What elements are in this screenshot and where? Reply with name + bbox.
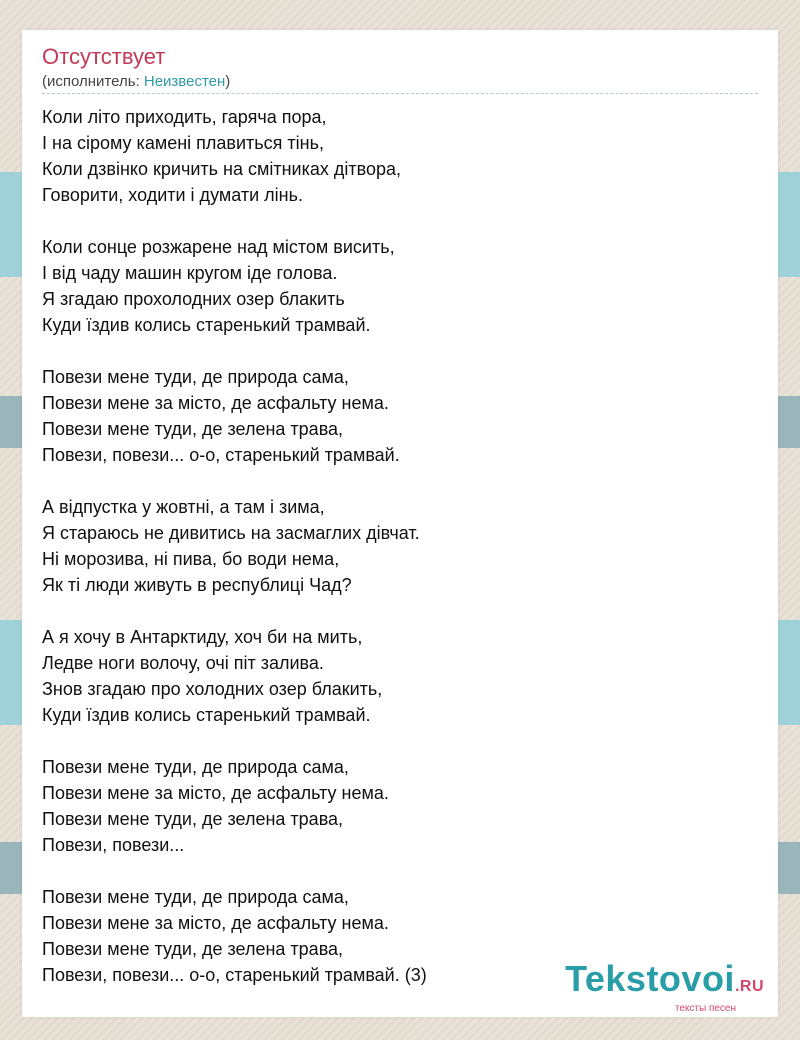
site-logo[interactable] — [565, 958, 764, 1014]
lyric-line: Повези мене туди, де природа сама, — [42, 367, 349, 387]
logo-wordmark — [565, 958, 764, 1005]
lyric-line: Куди їздив колись старенький трамвай. — [42, 705, 371, 725]
lyric-line: Повези, повези... о-о, старенький трамвай. — [42, 445, 400, 465]
lyric-line: Говорити, ходити і думати лінь. — [42, 185, 303, 205]
lyric-line: І на сірому камені плавиться тінь, — [42, 133, 324, 153]
lyric-line: Як ті люди живуть в республиці Чад? — [42, 575, 352, 595]
artist-link[interactable]: Неизвестен — [143, 73, 226, 90]
lyric-line: Коли дзвінко кричить на смітниках дітвора, — [42, 159, 401, 179]
lyric-line: Повези, повези... — [42, 835, 185, 855]
stanza — [42, 234, 762, 338]
stanza — [42, 104, 762, 208]
lyric-line: Повези мене туди, де зелена трава, — [42, 809, 344, 829]
lyric-line: Я стараюсь не дивитись на засмаглих дівчат. — [42, 523, 420, 543]
lyric-line: Повези мене за місто, де асфальту нема. — [42, 393, 389, 413]
stanza — [42, 364, 762, 468]
lyric-line: Повези мене туди, де природа сама, — [42, 887, 349, 907]
lyrics-card — [22, 30, 778, 1017]
artist-suffix: ) — [225, 73, 231, 90]
lyric-line: І від чаду машин кругом іде голова. — [42, 263, 338, 283]
title-divider — [42, 93, 758, 94]
lyric-line: Повези мене туди, де природа сама, — [42, 757, 349, 777]
lyric-line: Повези, повези... о-о, старенький трамвай. (3) — [42, 965, 427, 985]
lyric-line: Коли сонце розжарене над містом висить, — [42, 237, 395, 257]
artist-line — [42, 73, 230, 90]
lyric-line: Повези мене туди, де зелена трава, — [42, 419, 344, 439]
lyric-line: Ледве ноги волочу, очі піт залива. — [42, 653, 324, 673]
lyric-line: Я згадаю прохолодних озер блакить — [42, 289, 345, 309]
lyric-line: Ні морозива, ні пива, бо води нема, — [42, 549, 340, 569]
stanza — [42, 754, 762, 858]
lyric-line: А я хочу в Антарктиду, хоч би на мить, — [42, 627, 363, 647]
stanza — [42, 494, 762, 598]
lyrics-body — [42, 104, 762, 1014]
lyric-line: Знов згадаю про холодних озер блакить, — [42, 679, 383, 699]
artist-prefix: (исполнитель: — [42, 73, 144, 90]
lyric-line: Повези мене за місто, де асфальту нема. — [42, 783, 389, 803]
lyric-line: Куди їздив колись старенький трамвай. — [42, 315, 371, 335]
logo-tld: .RU — [734, 978, 764, 995]
lyric-line: Повези мене туди, де зелена трава, — [42, 939, 344, 959]
lyric-line: Коли літо приходить, гаряча пора, — [42, 107, 327, 127]
stanza — [42, 624, 762, 728]
lyric-line: А відпустка у жовтні, а там і зима, — [42, 497, 325, 517]
logo-name: Tekstovoi — [565, 958, 735, 999]
logo-tagline: тексты песен — [674, 1003, 736, 1014]
song-title: Отсутствует — [42, 44, 166, 69]
lyric-line: Повези мене за місто, де асфальту нема. — [42, 913, 389, 933]
